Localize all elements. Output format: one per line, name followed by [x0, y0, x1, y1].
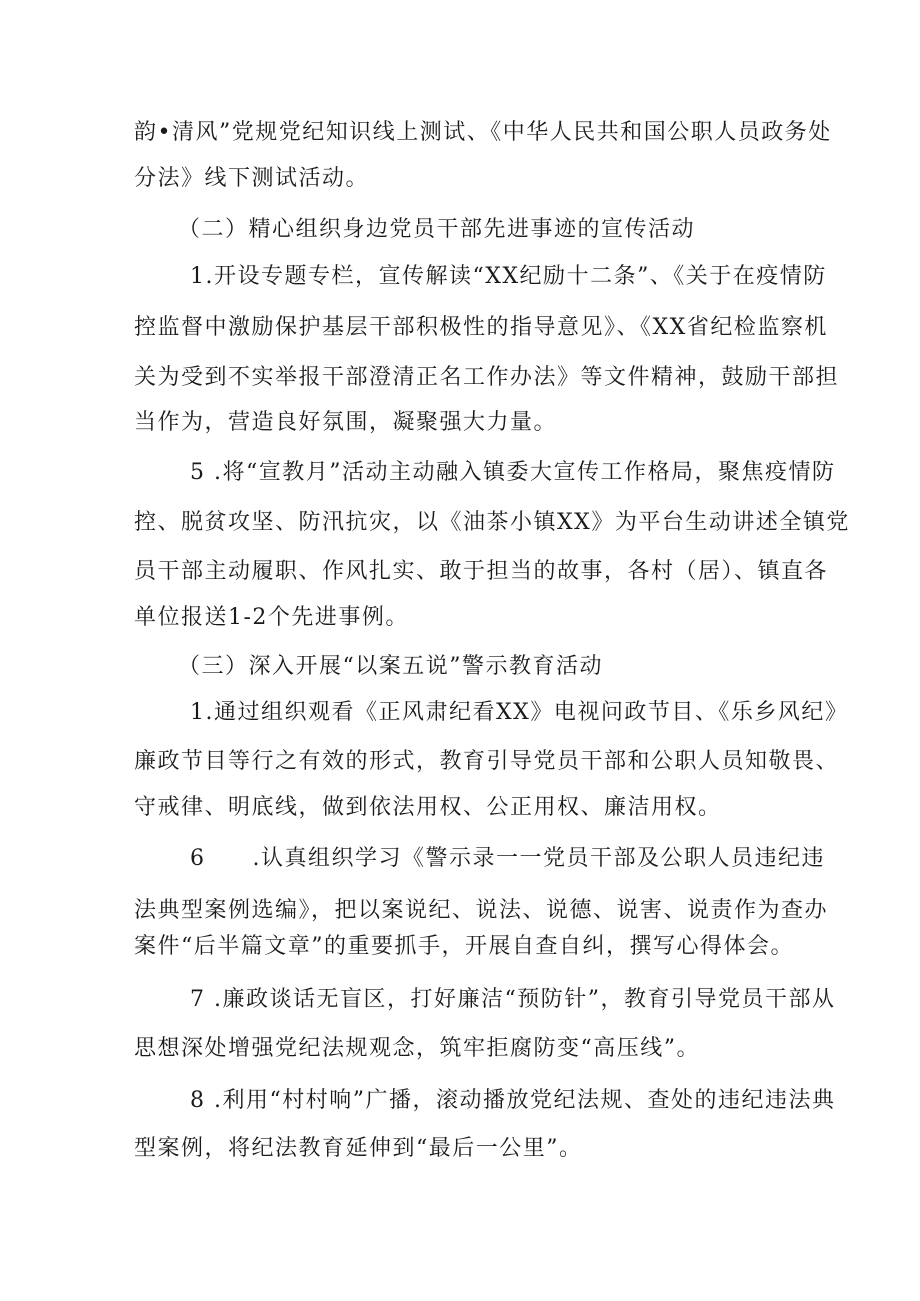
section-heading-3: （三）深入开展“以案五说”警示教育活动	[178, 654, 603, 679]
text-line-9: 控、脱贫攻坚、防汛抗灾，以《油茶小镇XX》为平台生动讲述全镇党	[134, 510, 850, 535]
text-line-8: 5 .将“宣教月”活动主动融入镇委大宣传工作格局，聚焦疫情防	[190, 460, 836, 485]
text-line-15: 守戒律、明底线，做到依法用权、公正用权、廉洁用权。	[134, 795, 722, 820]
text-line-5: 控监督中激励保护基层干部积极性的指导意见》、《XX省纪检监察机	[134, 315, 828, 340]
text-line-19: 7 .廉政谈话无盲区，打好廉洁“预防针”，教育引导党员干部从	[190, 987, 836, 1012]
text-line-22: 型案例，将纪法教育延伸到“最后一公里”。	[134, 1136, 583, 1161]
text-line-20: 思想深处增强党纪法规观念，筑牢拒腐防变“高压线”。	[134, 1036, 700, 1061]
text-line-2: 分法》线下测试活动。	[134, 166, 370, 191]
text-line-7: 当作为，营造良好氛围，凝聚强大力量。	[134, 410, 558, 435]
text-line-6: 关为受到不实举报干部澄清正名工作办法》等文件精神，鼓励干部担	[134, 365, 840, 390]
text-line-17: 法典型案例选编》，把以案说纪、说法、说德、说害、说责作为查办	[134, 898, 829, 923]
text-line-10: 员干部主动履职、作风扎实、敢于担当的故事，各村（居）、镇直各	[134, 559, 829, 584]
text-line-18: 案件“后半篇文章”的重要抓手，开展自查自纠，撰写心得体会。	[134, 934, 794, 959]
text-line-21: 8 .利用“村村响”广播，滚动播放党纪法规、查处的违纪违法典	[190, 1088, 836, 1113]
section-heading-2: （二）精心组织身边党员干部先进事迹的宣传活动	[178, 217, 696, 242]
text-line-1: 韵•清风”党规党纪知识线上测试、《中华人民共和国公职人员政务处	[134, 120, 832, 145]
text-line-14: 廉政节目等行之有效的形式，教育引导党员干部和公职人员知敬畏、	[134, 749, 840, 774]
text-line-16: 6 .认真组织学习《警示录一一党员干部及公职人员违纪违	[190, 846, 825, 871]
text-line-13: 1.通过组织观看《正风肃纪看XX》电视问政节目、《乐乡风纪》	[190, 700, 849, 725]
text-line-11: 单位报送1-2个先进事例。	[134, 605, 409, 630]
text-line-4: 1.开设专题专栏，宣传解读“XX纪励十二条”、《关于在疫情防	[190, 264, 827, 289]
